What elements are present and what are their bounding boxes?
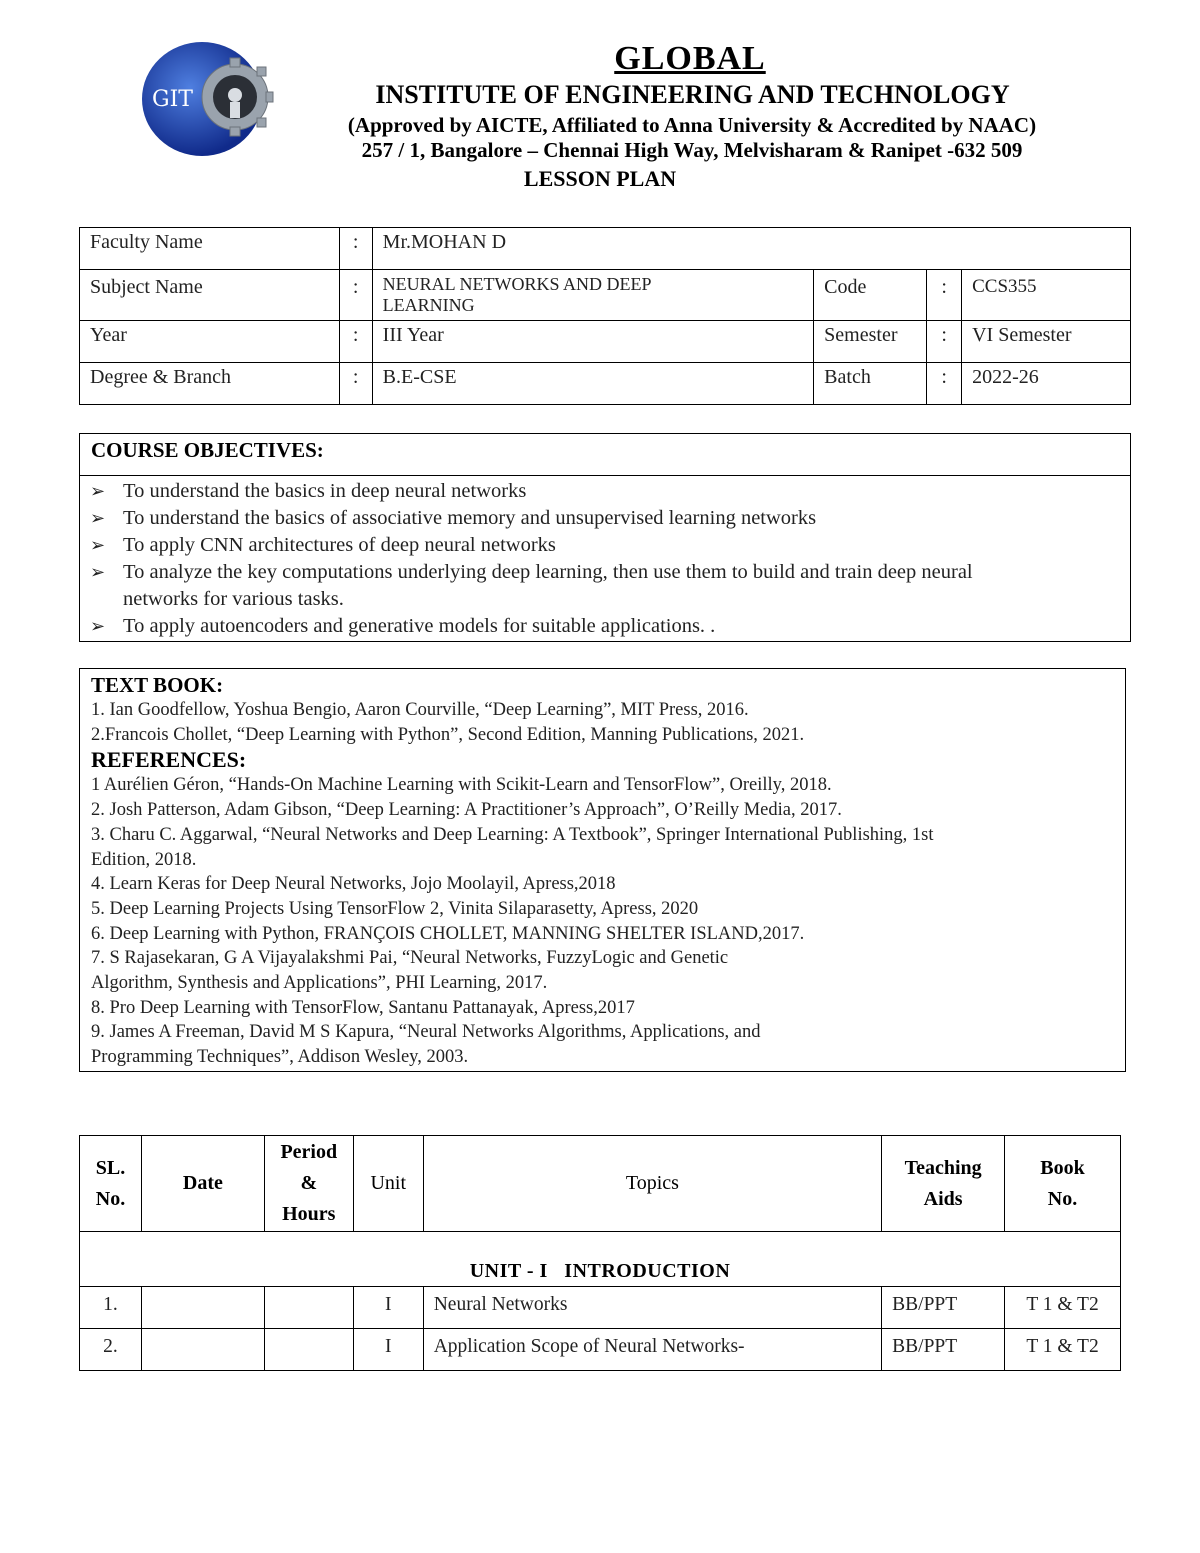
degree-label: Degree & Branch [80,363,340,405]
book-no-cell: T 1 & T2 [1005,1329,1121,1371]
faculty-label: Faculty Name [80,228,340,270]
table-row [80,1287,1121,1329]
teaching-aids-header: Teaching Aids [882,1136,1005,1232]
colon: : [339,363,372,405]
sl-no-cell: 2. [80,1329,142,1371]
period-cell [264,1287,353,1329]
institute-logo [140,40,275,158]
colon: : [339,228,372,270]
course-info-table [79,227,1131,405]
lesson-schedule-table [79,1135,1121,1371]
objective-item: ➢ To understand the basics in deep neural networks [90,478,1023,505]
course-objectives [79,433,1131,642]
reference-item: 9. James A Freeman, David M S Kapura, “Neural Networks Algorithms, Applications, and [91,1022,761,1043]
topic-cell: Application Scope of Neural Networks- [423,1329,881,1371]
reference-item: Algorithm, Synthesis and Applications”, PHI Learning, 2017. [91,973,548,994]
subject-value [372,270,814,321]
batch-value: 2022-26 [962,363,1131,405]
year-value: III Year [372,321,814,363]
unit-title: UNIT - I INTRODUCTION [80,1232,1121,1287]
arrow-bullet-icon: ➢ [90,616,106,636]
reference-item: Edition, 2018. [91,849,197,870]
reference-item: 5. Deep Learning Projects Using TensorFlow 2, Vinita Silaparasetty, Apress, 2020 [91,898,699,919]
batch-label: Batch [814,363,927,405]
topic-cell: Neural Networks [423,1287,881,1329]
unit-title-row [80,1232,1121,1287]
year-label: Year [80,321,340,363]
semester-value: VI Semester [962,321,1131,363]
reference-item: 3. Charu C. Aggarwal, “Neural Networks and Deep Learning: A Textbook”, Springer International Publishing, 1st [91,824,934,845]
period-hours-header: Period & Hours [264,1136,353,1232]
reference-item: 2. Josh Patterson, Adam Gibson, “Deep Learning: A Practitioner’s Approach”, O’Reilly Media, 2017. [91,800,842,821]
reference-item: 4. Learn Keras for Deep Neural Networks, Jojo Moolayil, Apress,2018 [91,874,616,895]
reference-item: Programming Techniques”, Addison Wesley, 2003. [91,1047,469,1068]
teaching-aids-cell: BB/PPT [882,1329,1005,1371]
subject-value-line2: LEARNING [382,295,475,315]
objectives-heading: COURSE OBJECTIVES: [80,434,1130,476]
institute-address: 257 / 1, Bangalore – Chennai High Way, Melvisharam & Ranipet -632 509 [361,138,1023,162]
subject-label: Subject Name [80,270,340,321]
date-header: Date [141,1136,264,1232]
semester-label: Semester [814,321,927,363]
arrow-bullet-icon: ➢ [90,508,106,528]
faculty-row [80,228,1131,270]
arrow-bullet-icon: ➢ [90,535,106,555]
colon: : [927,363,962,405]
subject-value-line1: NEURAL NETWORKS AND DEEP [382,274,652,294]
code-label: Code [814,270,927,321]
colon: : [927,270,962,321]
reference-item: 6. Deep Learning with Python, FRANÇOIS CHOLLET, MANNING SHELTER ISLAND,2017. [91,923,805,944]
period-cell [264,1329,353,1371]
topics-header: Topics [423,1136,881,1232]
table-row [80,1329,1121,1371]
logo-text: GIT [152,87,193,112]
year-row [80,321,1131,363]
sl-no-cell: 1. [80,1287,142,1329]
subject-row [80,270,1131,321]
objective-item: ➢ To apply autoencoders and generative models for suitable applications. . [90,613,1023,640]
objective-item: ➢ To analyze the key computations underlying deep learning, then use them to build and train deep neural networks for various tasks. [90,561,973,610]
sl-no-header: SL. No. [80,1136,142,1232]
book-no-cell: T 1 & T2 [1005,1287,1121,1329]
code-value: CCS355 [962,270,1131,321]
unit-header: Unit [353,1136,423,1232]
text-book-item: 2.Francois Chollet, “Deep Learning with Python”, Second Edition, Manning Publications, 2021. [91,724,805,745]
date-cell [141,1287,264,1329]
teaching-aids-cell: BB/PPT [882,1287,1005,1329]
schedule-header-row [80,1136,1121,1232]
faculty-value: Mr.MOHAN D [372,228,1130,270]
colon: : [927,321,962,363]
institute-approval: (Approved by AICTE, Affiliated to Anna University & Accredited by NAAC) [347,113,1037,137]
institute-full-name: INSTITUTE OF ENGINEERING AND TECHNOLOGY [375,80,1010,109]
degree-value: B.E-CSE [372,363,814,405]
arrow-bullet-icon: ➢ [90,481,106,501]
degree-row [80,363,1131,405]
references-heading: REFERENCES: [91,747,247,773]
reference-item: 1 Aurélien Géron, “Hands-On Machine Learning with Scikit-Learn and TensorFlow”, Oreilly, 2018. [91,775,832,796]
books-section [79,668,1126,1072]
text-book-heading: TEXT BOOK: [91,673,224,697]
objective-item: ➢ To apply CNN architectures of deep neural networks [90,532,1023,559]
objective-item: ➢ To understand the basics of associative memory and unsupervised learning networks [90,505,1023,532]
colon: : [339,321,372,363]
colon: : [339,270,372,321]
date-cell [141,1329,264,1371]
book-no-header: Book No. [1005,1136,1121,1232]
text-book-item: 1. Ian Goodfellow, Yoshua Bengio, Aaron Courville, “Deep Learning”, MIT Press, 2016. [91,700,749,720]
reference-item: 7. S Rajasekaran, G A Vijayalakshmi Pai, “Neural Networks, FuzzyLogic and Genetic [91,948,729,969]
unit-cell: I [353,1287,423,1329]
reference-item: 8. Pro Deep Learning with TensorFlow, Santanu Pattanayak, Apress,2017 [91,997,635,1018]
objectives-list [80,476,1130,640]
arrow-bullet-icon: ➢ [90,562,106,582]
unit-cell: I [353,1329,423,1371]
document-title: LESSON PLAN [523,166,677,191]
institute-name: GLOBAL [614,40,766,77]
